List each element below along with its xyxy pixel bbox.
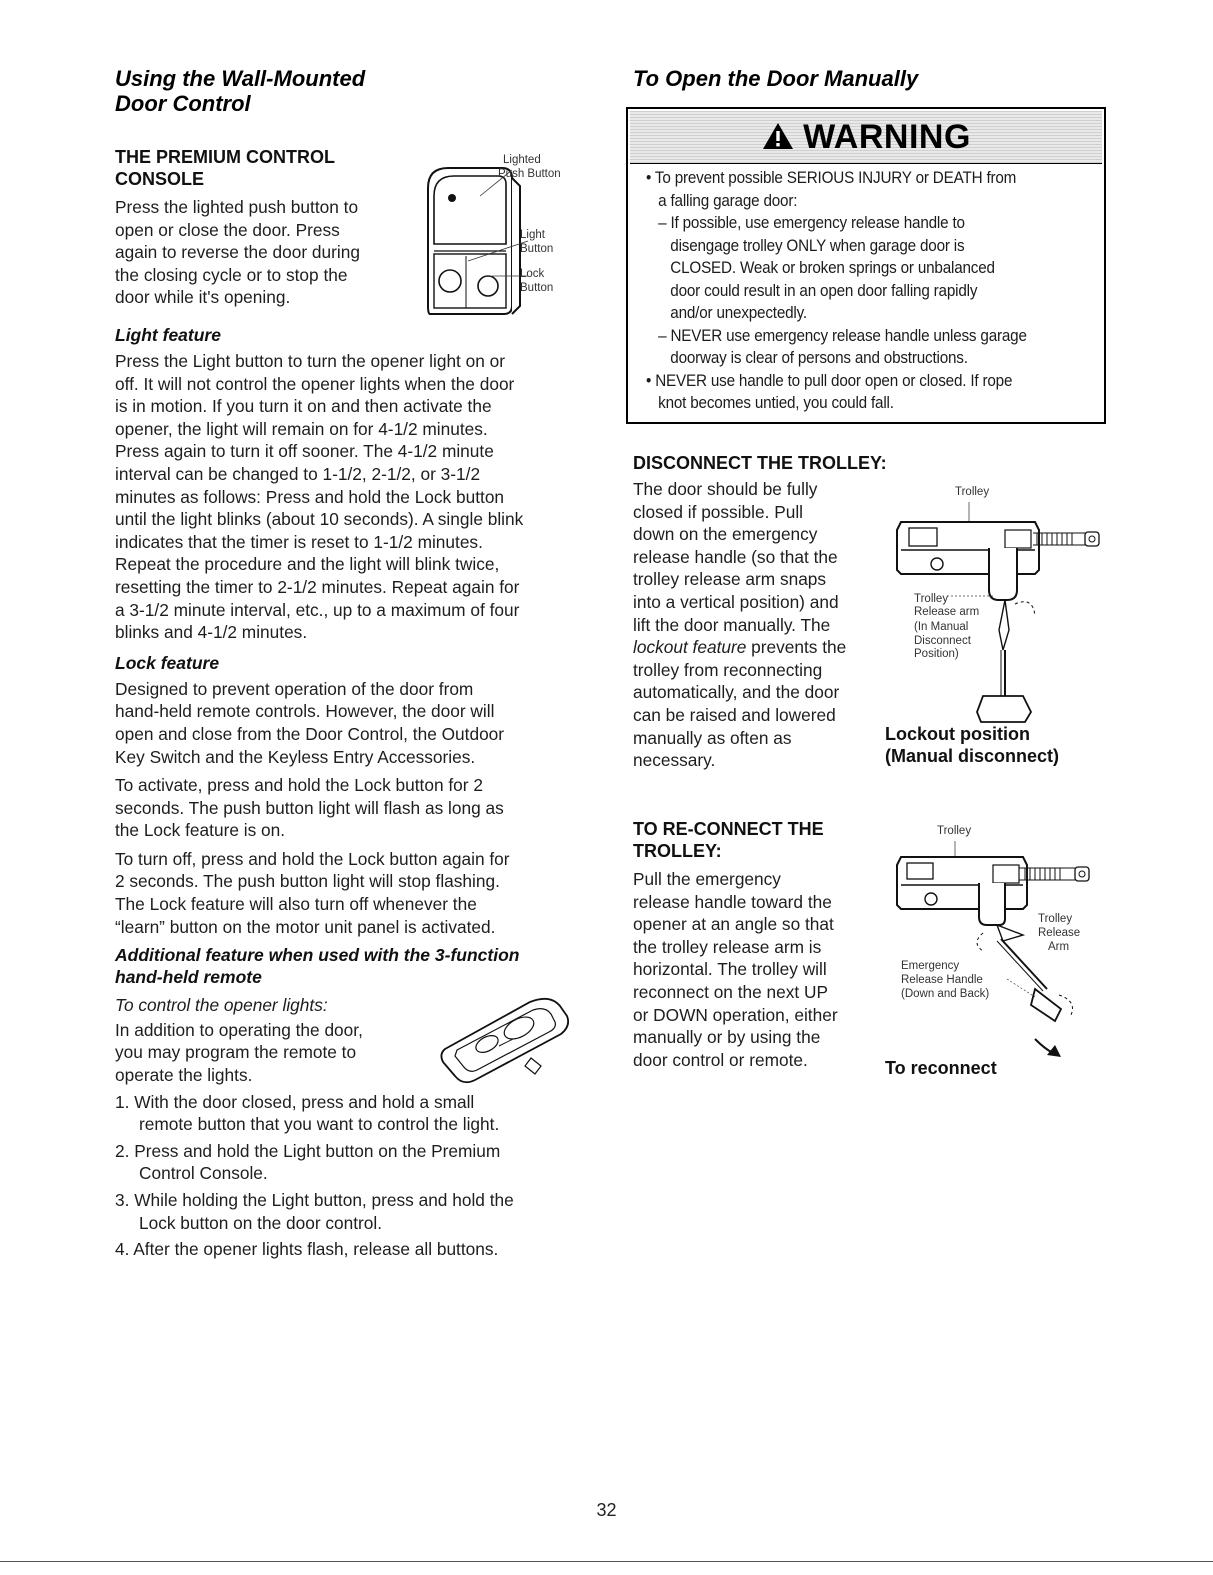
text-line: seconds. The push button light will flash as long as [115, 797, 504, 818]
text-line: you may program the remote to [115, 1042, 357, 1063]
label-light: Light [520, 229, 545, 241]
warning-line: doorway is clear of persons and obstructions. [646, 349, 968, 367]
text-line: Press the Light button to turn the opener light on or [115, 351, 506, 371]
warning-title-text: WARNING [803, 118, 971, 156]
label-trolley-arm: Trolley [914, 593, 949, 605]
text-line: 2 seconds. The push button light will stop flashing. [115, 871, 500, 892]
light-feature [115, 324, 585, 644]
text-line: The door should be fully [633, 479, 818, 499]
text-line: Pull the emergency [633, 869, 781, 889]
text-line: manually or by using the [633, 1027, 821, 1048]
warning-title [630, 117, 1102, 157]
text-line: open or close the door. Press [115, 219, 340, 240]
text-line: blinks and 4-1/2 minutes. [115, 622, 308, 643]
text-line: door control or remote. [633, 1049, 808, 1070]
premium-console-illustration [420, 156, 530, 326]
label-push-button: Push Button [498, 168, 561, 180]
warning-line: • NEVER use handle to pull door open or closed. If rope [646, 371, 1013, 390]
text-line: interval can be changed to 1-1/2, 2-1/2, or 3-1/2 [115, 463, 481, 484]
warning-line: a falling garage door: [646, 191, 798, 210]
disconnect-heading: DISCONNECT THE TROLLEY: [633, 453, 887, 473]
remote-control-illustration [435, 994, 575, 1084]
step-line: Lock button on the door control. [139, 1212, 383, 1233]
reconnect-heading [633, 818, 893, 862]
text-line: In addition to operating the door, [115, 1019, 363, 1040]
text-line: lift the door manually. The [633, 614, 831, 635]
text-line [633, 636, 893, 659]
warning-line: – If possible, use emergency release handle to [646, 214, 965, 232]
heading-line: THE PREMIUM CONTROL [115, 147, 335, 167]
reconnect-text [633, 868, 893, 1071]
lockout-caption-line: Lockout position [885, 724, 1030, 744]
text-line: trolley release arm snaps [633, 569, 827, 590]
label-emergency: Emergency [901, 960, 960, 972]
additional-feature [115, 944, 585, 1261]
text-line: release handle toward the [633, 891, 832, 912]
lockout-caption-line: (Manual disconnect) [885, 746, 1060, 766]
label-release-arm: Release arm [914, 606, 980, 618]
label-release: Release [1038, 927, 1081, 939]
text-line: can be raised and lowered [633, 704, 836, 725]
right-column [633, 66, 1108, 91]
text-fragment: prevents the [746, 637, 847, 658]
text-line: or DOWN operation, either [633, 1004, 838, 1025]
step-number: 3. [115, 1190, 130, 1210]
label-trolley: Trolley [955, 486, 990, 498]
warning-text [646, 167, 1065, 415]
page-number: 32 [596, 1500, 617, 1520]
text-line: necessary. [633, 750, 716, 771]
text-line: “learn” button on the motor unit panel is activated. [115, 916, 496, 937]
label-light-button: Button [520, 243, 554, 255]
step-item [115, 1189, 585, 1234]
step-item [115, 1140, 585, 1185]
disconnect-text [633, 478, 893, 772]
warning-triangle-icon [761, 121, 795, 151]
heading-line: Additional feature when used with the 3-function [115, 945, 520, 966]
light-feature-heading: Light feature [115, 325, 221, 345]
lock-feature-text [115, 678, 585, 768]
text-line: the Lock feature is on. [115, 820, 286, 841]
step-line: Press and hold the Light button on the Premium [134, 1140, 501, 1161]
left-column [115, 66, 585, 1261]
text-line: Press again to turn it off sooner. The 4-1/2 minute [115, 441, 494, 462]
lock-activate-text [115, 774, 585, 842]
heading-line: TO RE-CONNECT THE [633, 819, 824, 839]
reconnect-figure [885, 823, 1105, 1083]
reconnect-caption [885, 1057, 997, 1079]
additional-feature-heading [115, 944, 585, 988]
label-lighted: Lighted [503, 154, 541, 166]
label-lock: Lock [520, 268, 545, 280]
text-line: into a vertical position) and [633, 591, 839, 612]
text-line: manually as often as [633, 727, 792, 748]
label-arm: Arm [1048, 941, 1070, 953]
step-number: 1. [115, 1091, 130, 1112]
light-feature-text [115, 350, 585, 644]
label-trolley: Trolley [937, 825, 972, 837]
heading-line: TROLLEY: [633, 841, 722, 861]
text-line: minutes as follows: Press and hold the Lock button [115, 486, 505, 507]
step-number: 4. [115, 1239, 130, 1260]
text-line: off. It will not control the opener lights when the door [115, 373, 515, 394]
text-line: open and close from the Door Control, the Outdoor [115, 723, 505, 744]
text-line: resetting the timer to 2-1/2 minutes. Repeat again for [115, 576, 520, 597]
text-line: closed if possible. Pull [633, 501, 804, 522]
label-position: Position) [914, 648, 959, 660]
text-line: door while it's opening. [115, 287, 291, 308]
lockout-caption [885, 723, 1059, 767]
warning-line: • To prevent possible SERIOUS INJURY or DEATH from [646, 169, 1017, 187]
text-line: operate the lights. [115, 1065, 253, 1086]
text-line: Designed to prevent operation of the door from [115, 678, 474, 699]
section-title-open-manually: To Open the Door Manually [633, 66, 919, 91]
warning-line: disengage trolley ONLY when garage door is [646, 236, 965, 255]
step-item [115, 1091, 585, 1136]
step-number: 2. [115, 1140, 130, 1161]
section-title-wall-control [115, 66, 585, 116]
text-line: indicates that the timer is reset to 1-1/2 minutes. [115, 531, 483, 552]
heading-line: CONSOLE [115, 169, 205, 189]
step-line: remote button that you want to control the light. [139, 1114, 500, 1135]
text-line: reconnect on the next UP [633, 981, 829, 1002]
text-line: Key Switch and the Keyless Entry Accessories. [115, 746, 476, 767]
step-line: After the opener lights flash, release all buttons. [133, 1239, 499, 1260]
reconnect-section [633, 818, 893, 1071]
label-down-and-back: (Down and Back) [901, 988, 990, 1000]
reconnect-trolley-illustration [885, 839, 1105, 1079]
control-lights-subheading: To control the opener lights: [115, 995, 328, 1016]
step-line: Control Console. [139, 1163, 268, 1184]
text-line: release handle (so that the [633, 546, 838, 567]
label-trolley-release: Trolley [1038, 913, 1073, 925]
lock-off-text [115, 848, 585, 938]
text-line: the closing cycle or to stop the [115, 264, 348, 285]
warning-header [630, 111, 1102, 164]
step-line: While holding the Light button, press and hold the [134, 1190, 514, 1210]
text-line: horizontal. The trolley will [633, 959, 827, 980]
reconnect-caption-text: To reconnect [885, 1058, 997, 1078]
warning-line: – NEVER use emergency release handle unless garage [646, 326, 1027, 345]
text-line: the trolley release arm is [633, 936, 822, 957]
warning-line: door could result in an open door falling rapidly [646, 281, 978, 300]
label-in-manual: (In Manual [914, 621, 969, 633]
label-release-handle: Release Handle [901, 974, 983, 986]
text-line: automatically, and the door [633, 682, 840, 703]
text-line: trolley from reconnecting [633, 659, 823, 680]
lock-feature-heading: Lock feature [115, 652, 220, 673]
title-line: Using the Wall-Mounted [115, 66, 366, 91]
text-line: To activate, press and hold the Lock button for 2 [115, 775, 483, 796]
heading-line: hand-held remote [115, 967, 262, 988]
text-line: again to reverse the door during [115, 242, 360, 263]
lock-feature [115, 652, 585, 939]
step-item [115, 1238, 585, 1261]
text-line: Press the lighted push button to [115, 197, 359, 217]
warning-line: and/or unexpectedly. [646, 304, 807, 322]
text-line: Repeat the procedure and the light will blink twice, [115, 554, 500, 575]
text-line: is in motion. If you turn it on and then activate the [115, 396, 492, 417]
steps-list [115, 1091, 585, 1261]
text-line: a 3-1/2 minute interval, etc., up to a maximum of four [115, 599, 520, 620]
label-lock-button: Button [520, 282, 554, 294]
lockout-trolley-illustration [885, 500, 1105, 740]
label-disconnect: Disconnect [914, 635, 971, 647]
warning-line: CLOSED. Weak or broken springs or unbalanced [646, 259, 995, 277]
console-block [115, 146, 585, 324]
footer-rule [0, 1561, 1213, 1562]
text-line: To turn off, press and hold the Lock button again for [115, 848, 510, 869]
warning-line: knot becomes untied, you could fall. [646, 394, 894, 412]
text-line: down on the emergency [633, 524, 818, 545]
lockout-feature-term: lockout feature [633, 637, 747, 658]
text-line: opener at an angle so that [633, 914, 834, 935]
warning-box [626, 107, 1106, 424]
text-line: until the light blinks (about 10 seconds). A single blink [115, 509, 524, 530]
title-line: Door Control [115, 91, 251, 116]
text-line: hand-held remote controls. However, the door will [115, 701, 495, 722]
text-line: opener, the light will remain on for 4-1/2 minutes. [115, 418, 488, 439]
step-line: With the door closed, press and hold a small [134, 1091, 475, 1112]
text-line: The Lock feature will also turn off whenever the [115, 894, 477, 915]
